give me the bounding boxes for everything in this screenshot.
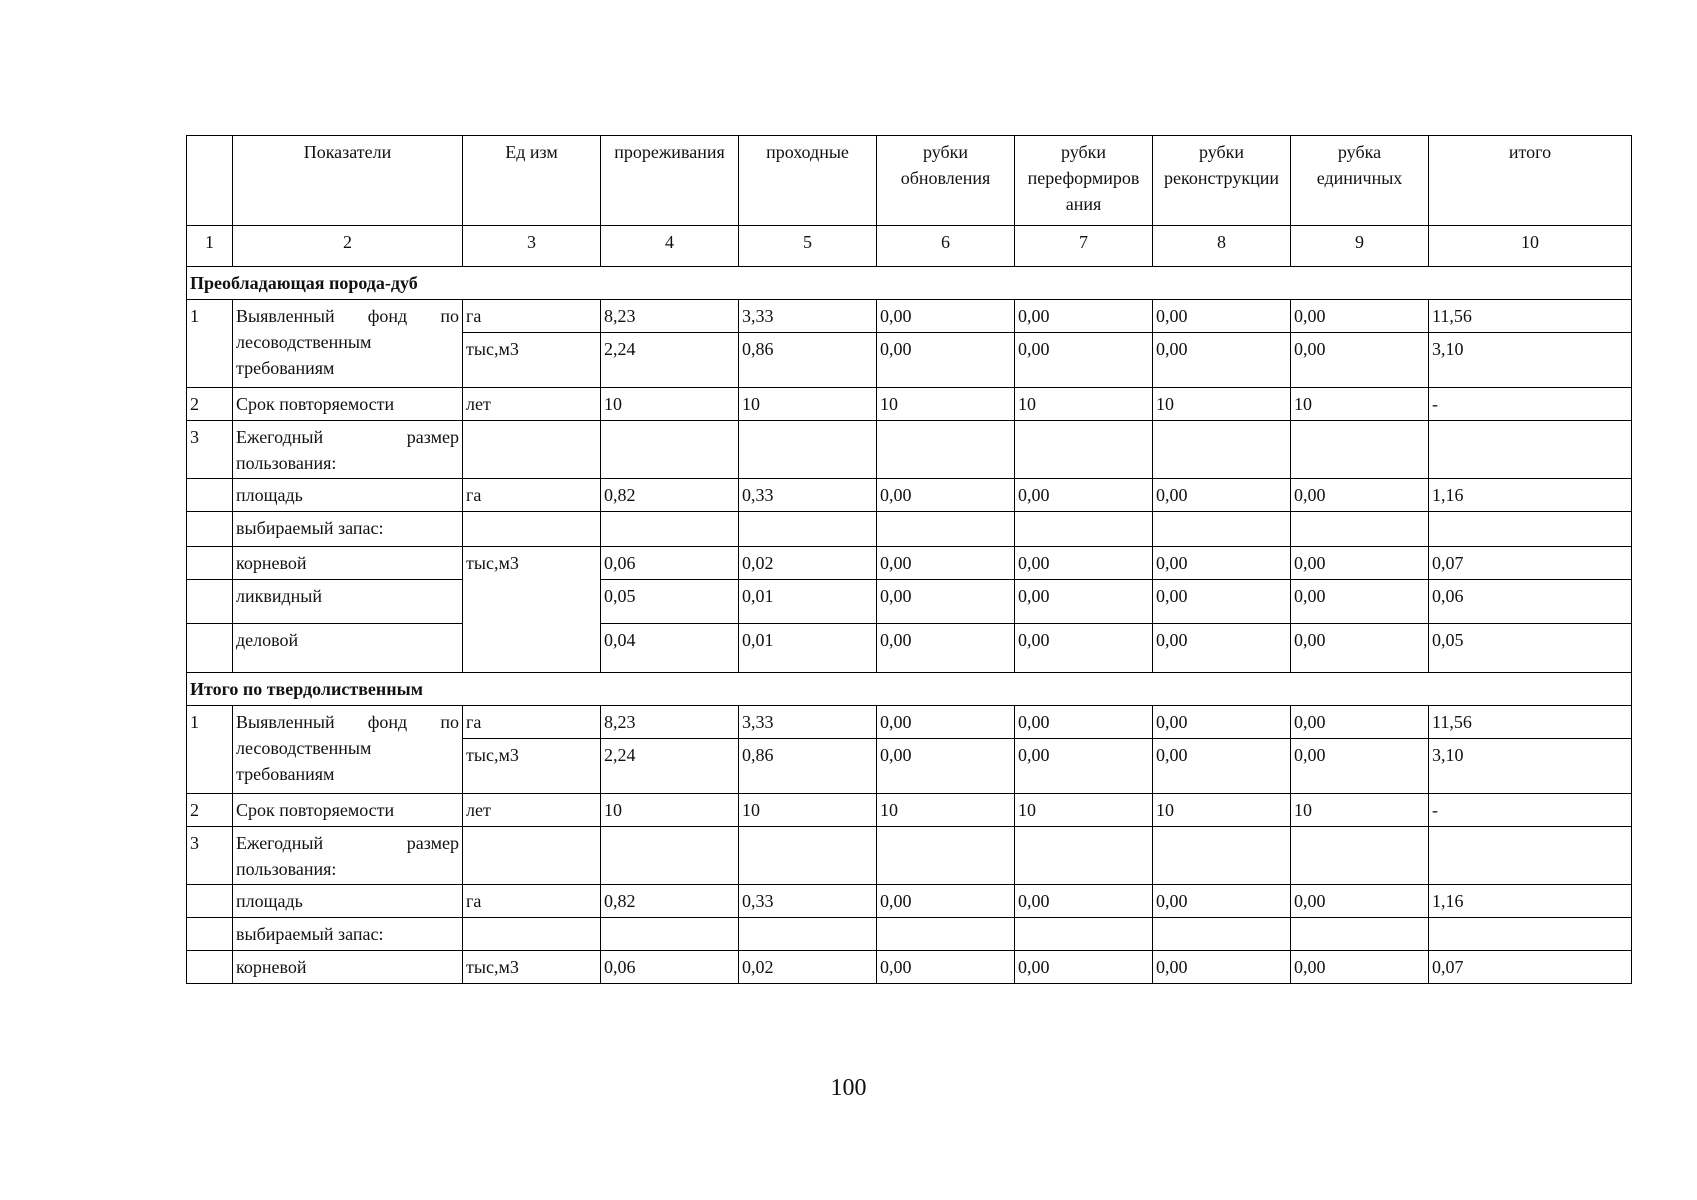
value-cell: 10: [739, 388, 877, 421]
value-cell: 0,00: [1291, 300, 1429, 333]
value-cell: 0,07: [1429, 951, 1632, 984]
row-number: 1: [187, 300, 233, 388]
empty-cell: [1291, 421, 1429, 479]
table-row: [187, 794, 1632, 827]
value-cell: 0,00: [1291, 333, 1429, 388]
row-label: [233, 300, 463, 388]
value-cell: 0,00: [1291, 479, 1429, 512]
value-cell: -: [1429, 794, 1632, 827]
empty-cell: [877, 421, 1015, 479]
label-rest: пользования:: [236, 859, 337, 879]
label-rest: пользования:: [236, 453, 337, 473]
value-cell: 10: [1015, 794, 1153, 827]
value-cell: 0,82: [601, 885, 739, 918]
value-cell: 0,00: [1015, 951, 1153, 984]
table-row: [187, 479, 1632, 512]
value-cell: 8,23: [601, 706, 739, 739]
value-cell: 0,33: [739, 885, 877, 918]
empty-cell: [601, 918, 739, 951]
value-cell: 0,00: [1291, 739, 1429, 794]
empty-cell: [739, 918, 877, 951]
header-cell: проходные: [739, 136, 877, 226]
unit-cell: тыс,м3: [463, 547, 601, 673]
value-cell: 10: [1153, 388, 1291, 421]
value-cell: 0,05: [1429, 624, 1632, 673]
column-number: 2: [233, 226, 463, 267]
value-cell: 11,56: [1429, 706, 1632, 739]
row-label: Срок повторяемости: [233, 794, 463, 827]
table-row: [187, 624, 1632, 673]
column-number: 3: [463, 226, 601, 267]
row-label: [233, 827, 463, 885]
empty-cell: [463, 918, 601, 951]
value-cell: 3,10: [1429, 739, 1632, 794]
empty-cell: [187, 512, 233, 547]
value-cell: 0,00: [1153, 479, 1291, 512]
row-label: Срок повторяемости: [233, 388, 463, 421]
value-cell: 0,00: [877, 580, 1015, 624]
empty-cell: [877, 918, 1015, 951]
value-cell: 2,24: [601, 739, 739, 794]
value-cell: 11,56: [1429, 300, 1632, 333]
value-cell: 0,00: [1291, 580, 1429, 624]
empty-cell: [187, 580, 233, 624]
empty-cell: [877, 512, 1015, 547]
column-number: 6: [877, 226, 1015, 267]
value-cell: 0,00: [877, 951, 1015, 984]
header-cell: Ед изм: [463, 136, 601, 226]
header-cell: итого: [1429, 136, 1632, 226]
value-cell: 0,02: [739, 547, 877, 580]
row-label: ликвидный: [233, 580, 463, 624]
value-cell: 0,06: [601, 951, 739, 984]
value-cell: 0,00: [1291, 951, 1429, 984]
value-cell: 0,00: [877, 885, 1015, 918]
value-cell: 0,00: [1015, 580, 1153, 624]
label-word: Выявленный: [236, 712, 335, 732]
value-cell: 0,86: [739, 739, 877, 794]
row-number: 2: [187, 794, 233, 827]
label-word: фонд: [367, 712, 408, 732]
value-cell: 0,01: [739, 580, 877, 624]
value-cell: 0,00: [1015, 706, 1153, 739]
value-cell: 0,00: [877, 300, 1015, 333]
forest-usage-table: [186, 135, 1632, 984]
value-cell: 2,24: [601, 333, 739, 388]
unit-cell: лет: [463, 388, 601, 421]
table-row: [187, 512, 1632, 547]
value-cell: 0,00: [1015, 624, 1153, 673]
value-cell: 1,16: [1429, 885, 1632, 918]
value-cell: 0,00: [1015, 300, 1153, 333]
empty-cell: [1153, 918, 1291, 951]
empty-cell: [187, 885, 233, 918]
value-cell: 10: [601, 794, 739, 827]
value-cell: 0,00: [1153, 706, 1291, 739]
value-cell: 0,86: [739, 333, 877, 388]
value-cell: 10: [877, 794, 1015, 827]
unit-cell: га: [463, 479, 601, 512]
empty-cell: [463, 827, 601, 885]
value-cell: 0,06: [1429, 580, 1632, 624]
label-word: по: [440, 306, 459, 326]
table-row: [187, 885, 1632, 918]
value-cell: 0,02: [739, 951, 877, 984]
value-cell: 3,33: [739, 300, 877, 333]
empty-cell: [739, 512, 877, 547]
empty-cell: [1015, 827, 1153, 885]
label-line: [236, 303, 459, 329]
empty-cell: [463, 421, 601, 479]
label-line: [236, 709, 459, 735]
empty-cell: [877, 827, 1015, 885]
value-cell: 0,00: [1291, 885, 1429, 918]
value-cell: 0,00: [1153, 580, 1291, 624]
label-rest: лесоводственным требованиям: [236, 332, 372, 378]
value-cell: 10: [1153, 794, 1291, 827]
value-cell: 0,00: [877, 624, 1015, 673]
table-row: [187, 421, 1632, 479]
value-cell: 0,00: [1153, 300, 1291, 333]
table-row: [187, 547, 1632, 580]
empty-cell: [187, 624, 233, 673]
label-rest: лесоводственным требованиям: [236, 738, 372, 784]
empty-cell: [1015, 421, 1153, 479]
value-cell: 0,00: [877, 547, 1015, 580]
section-title: Преобладающая порода-дуб: [187, 267, 1632, 300]
value-cell: 10: [739, 794, 877, 827]
value-cell: 0,00: [1153, 885, 1291, 918]
value-cell: 10: [877, 388, 1015, 421]
empty-cell: [187, 479, 233, 512]
value-cell: 0,00: [877, 479, 1015, 512]
empty-cell: [1429, 918, 1632, 951]
empty-cell: [1429, 421, 1632, 479]
row-label: [233, 706, 463, 794]
value-cell: 0,00: [877, 333, 1015, 388]
value-cell: 0,82: [601, 479, 739, 512]
row-number: 3: [187, 421, 233, 479]
column-number: 4: [601, 226, 739, 267]
value-cell: 0,00: [1153, 333, 1291, 388]
value-cell: 0,01: [739, 624, 877, 673]
table-row: [187, 951, 1632, 984]
empty-cell: [1153, 827, 1291, 885]
value-cell: 0,00: [1153, 739, 1291, 794]
value-cell: 10: [1015, 388, 1153, 421]
row-label: корневой: [233, 547, 463, 580]
value-cell: 0,00: [1291, 706, 1429, 739]
row-label: выбираемый запас:: [233, 512, 463, 547]
value-cell: 0,00: [1291, 547, 1429, 580]
table-row: [187, 388, 1632, 421]
section-title-row: [187, 673, 1632, 706]
header-cell: рубки обновления: [877, 136, 1015, 226]
value-cell: 0,00: [1015, 333, 1153, 388]
row-number: 2: [187, 388, 233, 421]
empty-cell: [1153, 421, 1291, 479]
empty-cell: [463, 512, 601, 547]
label-word: Ежегодный: [236, 427, 324, 447]
value-cell: 0,00: [877, 706, 1015, 739]
value-cell: 3,10: [1429, 333, 1632, 388]
empty-cell: [187, 547, 233, 580]
row-label: деловой: [233, 624, 463, 673]
empty-cell: [1429, 827, 1632, 885]
row-label: [233, 421, 463, 479]
unit-cell: га: [463, 885, 601, 918]
value-cell: 0,07: [1429, 547, 1632, 580]
row-label: площадь: [233, 479, 463, 512]
page-number: 100: [830, 1075, 867, 1101]
value-cell: 0,00: [1015, 479, 1153, 512]
value-cell: 0,00: [1153, 951, 1291, 984]
column-number-row: [187, 226, 1632, 267]
header-cell: прореживания: [601, 136, 739, 226]
value-cell: 10: [601, 388, 739, 421]
unit-cell: тыс,м3: [463, 951, 601, 984]
label-word: фонд: [367, 306, 408, 326]
value-cell: 3,33: [739, 706, 877, 739]
unit-cell: га: [463, 300, 601, 333]
row-label: выбираемый запас:: [233, 918, 463, 951]
table-row: [187, 918, 1632, 951]
empty-cell: [187, 918, 233, 951]
label-word: размер: [406, 427, 459, 447]
label-line: [236, 424, 459, 450]
empty-cell: [1291, 918, 1429, 951]
column-number: 9: [1291, 226, 1429, 267]
header-cell: Показатели: [233, 136, 463, 226]
table-row: [187, 706, 1632, 739]
unit-cell: лет: [463, 794, 601, 827]
column-number: 7: [1015, 226, 1153, 267]
value-cell: 0,00: [1291, 624, 1429, 673]
row-label: корневой: [233, 951, 463, 984]
empty-cell: [601, 827, 739, 885]
empty-cell: [601, 512, 739, 547]
value-cell: 10: [1291, 388, 1429, 421]
row-number: 3: [187, 827, 233, 885]
value-cell: -: [1429, 388, 1632, 421]
column-number: 10: [1429, 226, 1632, 267]
label-word: Выявленный: [236, 306, 335, 326]
value-cell: 0,00: [877, 739, 1015, 794]
table-row: [187, 827, 1632, 885]
value-cell: 0,05: [601, 580, 739, 624]
empty-cell: [1153, 512, 1291, 547]
section-title-row: [187, 267, 1632, 300]
unit-cell: тыс,м3: [463, 333, 601, 388]
value-cell: 0,00: [1015, 885, 1153, 918]
row-number: 1: [187, 706, 233, 794]
label-word: размер: [406, 833, 459, 853]
label-line: [236, 830, 459, 856]
empty-cell: [1015, 512, 1153, 547]
empty-cell: [1429, 512, 1632, 547]
table-row: [187, 300, 1632, 333]
label-word: Ежегодный: [236, 833, 324, 853]
empty-cell: [601, 421, 739, 479]
value-cell: 0,04: [601, 624, 739, 673]
empty-cell: [1015, 918, 1153, 951]
value-cell: 0,00: [1015, 547, 1153, 580]
empty-cell: [1291, 827, 1429, 885]
value-cell: 0,33: [739, 479, 877, 512]
value-cell: 0,00: [1153, 624, 1291, 673]
value-cell: 10: [1291, 794, 1429, 827]
header-cell: рубка единичных: [1291, 136, 1429, 226]
header-cell: рубки переформиров ания: [1015, 136, 1153, 226]
header-cell: [187, 136, 233, 226]
unit-cell: га: [463, 706, 601, 739]
header-row: [187, 136, 1632, 226]
row-label: площадь: [233, 885, 463, 918]
table-row: [187, 580, 1632, 624]
value-cell: 1,16: [1429, 479, 1632, 512]
empty-cell: [739, 827, 877, 885]
header-cell: рубки реконструкции: [1153, 136, 1291, 226]
empty-cell: [187, 951, 233, 984]
label-word: по: [440, 712, 459, 732]
column-number: 5: [739, 226, 877, 267]
column-number: 1: [187, 226, 233, 267]
section-title: Итого по твердолиственным: [187, 673, 1632, 706]
column-number: 8: [1153, 226, 1291, 267]
value-cell: 0,06: [601, 547, 739, 580]
value-cell: 0,00: [1153, 547, 1291, 580]
unit-cell: тыс,м3: [463, 739, 601, 794]
value-cell: 0,00: [1015, 739, 1153, 794]
value-cell: 8,23: [601, 300, 739, 333]
empty-cell: [739, 421, 877, 479]
empty-cell: [1291, 512, 1429, 547]
